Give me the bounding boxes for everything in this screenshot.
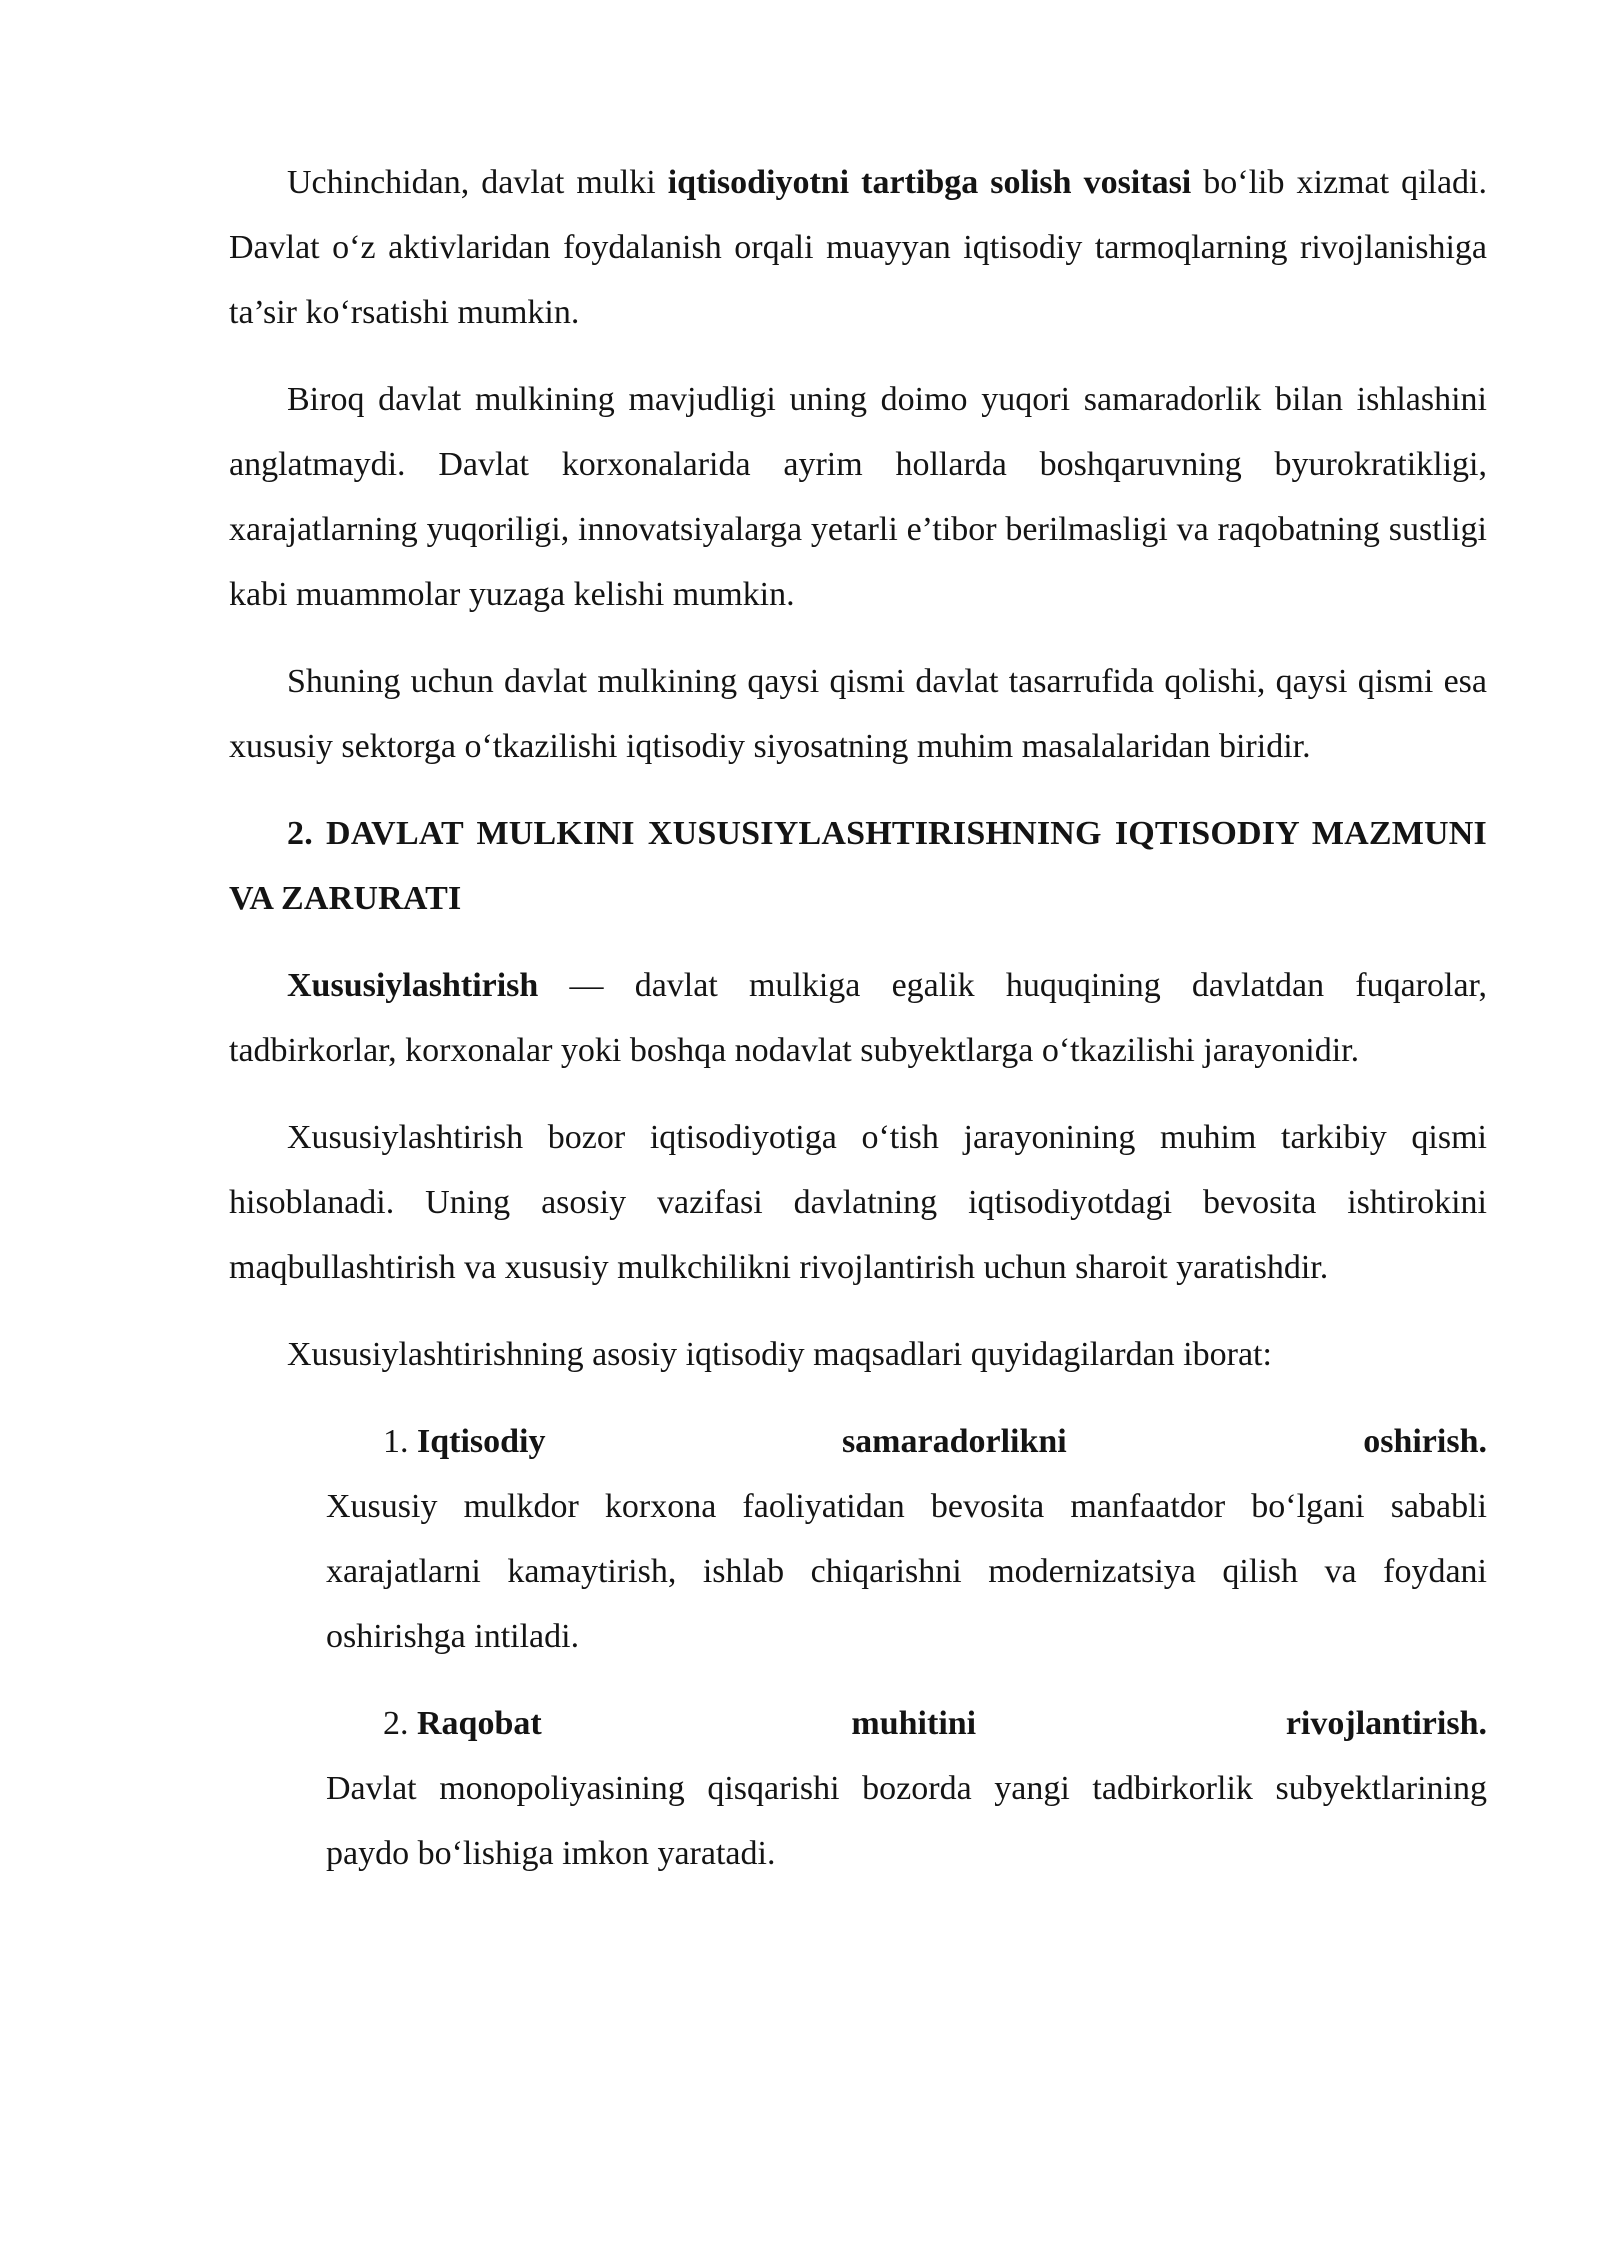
list-item-body: Xususiy mulkdor korxona faoliyatidan bevosita manfaatdor bo‘lgani sababli xarajatlarni kamaytirish, ishlab chiqarishni modernizatsiya qilish va foydani oshirishga intiladi. [326, 1488, 1487, 1655]
list-item-title-word: Raqobat [417, 1705, 542, 1742]
list-item-title-word: oshirish. [1363, 1423, 1487, 1460]
paragraph-privatization-definition [229, 953, 1487, 1083]
paragraph-state-property-regulation [229, 150, 1487, 345]
paragraph-privatization-role: Xususiylashtirish bozor iqtisodiyotiga o‘tish jarayonining muhim tarkibiy qismi hisoblanadi. Uning asosiy vazifasi davlatning iqtisodiyotdagi bevosita ishtirokini maqbullashtirish va xususiy mulkchilikni rivojlantirish uchun sharoit yaratishdir. [229, 1119, 1487, 1286]
paragraph-goals-intro: Xususiylashtirishning asosiy iqtisodiy maqsadlari quyidagilardan iborat: [287, 1336, 1272, 1373]
list-item [326, 1409, 1487, 1669]
paragraph-text: bo‘lib xizmat qiladi. Davlat o‘z aktivlaridan foydalanish orqali muayyan iqtisodiy tarmoqlarning rivojlanishiga ta’sir ko‘rsatishi mumkin. [229, 164, 1488, 331]
paragraph-state-property-problems: Biroq davlat mulkining mavjudligi uning doimo yuqori samaradorlik bilan ishlashini anglatmaydi. Davlat korxonalarida ayrim hollarda boshqaruvning byurokratikligi, xarajatlarning yuqoriligi, innovatsiyalarga yetarli e’tibor berilmasligi va raqobatning sustligi kabi muammolar yuzaga kelishi mumkin. [229, 381, 1487, 613]
paragraph-text: Uchinchidan, davlat mulki [287, 164, 668, 201]
list-item-title-word: samaradorlikni [841, 1423, 1067, 1460]
paragraph-policy-question: Shuning uchun davlat mulkining qaysi qismi davlat tasarrufida qolishi, qaysi qismi esa xususiy sektorga o‘tkazilishi iqtisodiy siyosatning muhim masalalaridan biridir. [229, 663, 1487, 765]
bold-term: Xususiylashtirish [287, 967, 539, 1004]
bold-term: iqtisodiyotni tartibga solish vositasi [667, 164, 1192, 201]
section-heading: 2. DAVLAT MULKINI XUSUSIYLASHTIRISHNING IQTISODIY MAZMUNI VA ZARURATI [229, 815, 1487, 917]
list-item-title-word: Iqtisodiy [417, 1423, 546, 1460]
list-item-title [326, 1409, 1487, 1474]
list-item-body: Davlat monopoliyasining qisqarishi bozorda yangi tadbirkorlik subyektlarining paydo bo‘lishiga imkon yaratadi. [326, 1770, 1487, 1872]
list-item-title-word: muhitini [851, 1705, 977, 1742]
paragraph-text: — davlat mulkiga egalik huquqining davlatdan fuqarolar, tadbirkorlar, korxonalar yoki boshqa nodavlat subyektlarga o‘tkazilishi jarayonidir. [229, 967, 1487, 1069]
list-item-title [326, 1691, 1487, 1756]
list-item [326, 1691, 1487, 1886]
list-item-number: 2. [383, 1705, 409, 1742]
list-item-title-word: rivojlantirish. [1285, 1705, 1487, 1742]
document-page [229, 150, 1487, 1908]
list-item-number: 1. [383, 1423, 409, 1460]
